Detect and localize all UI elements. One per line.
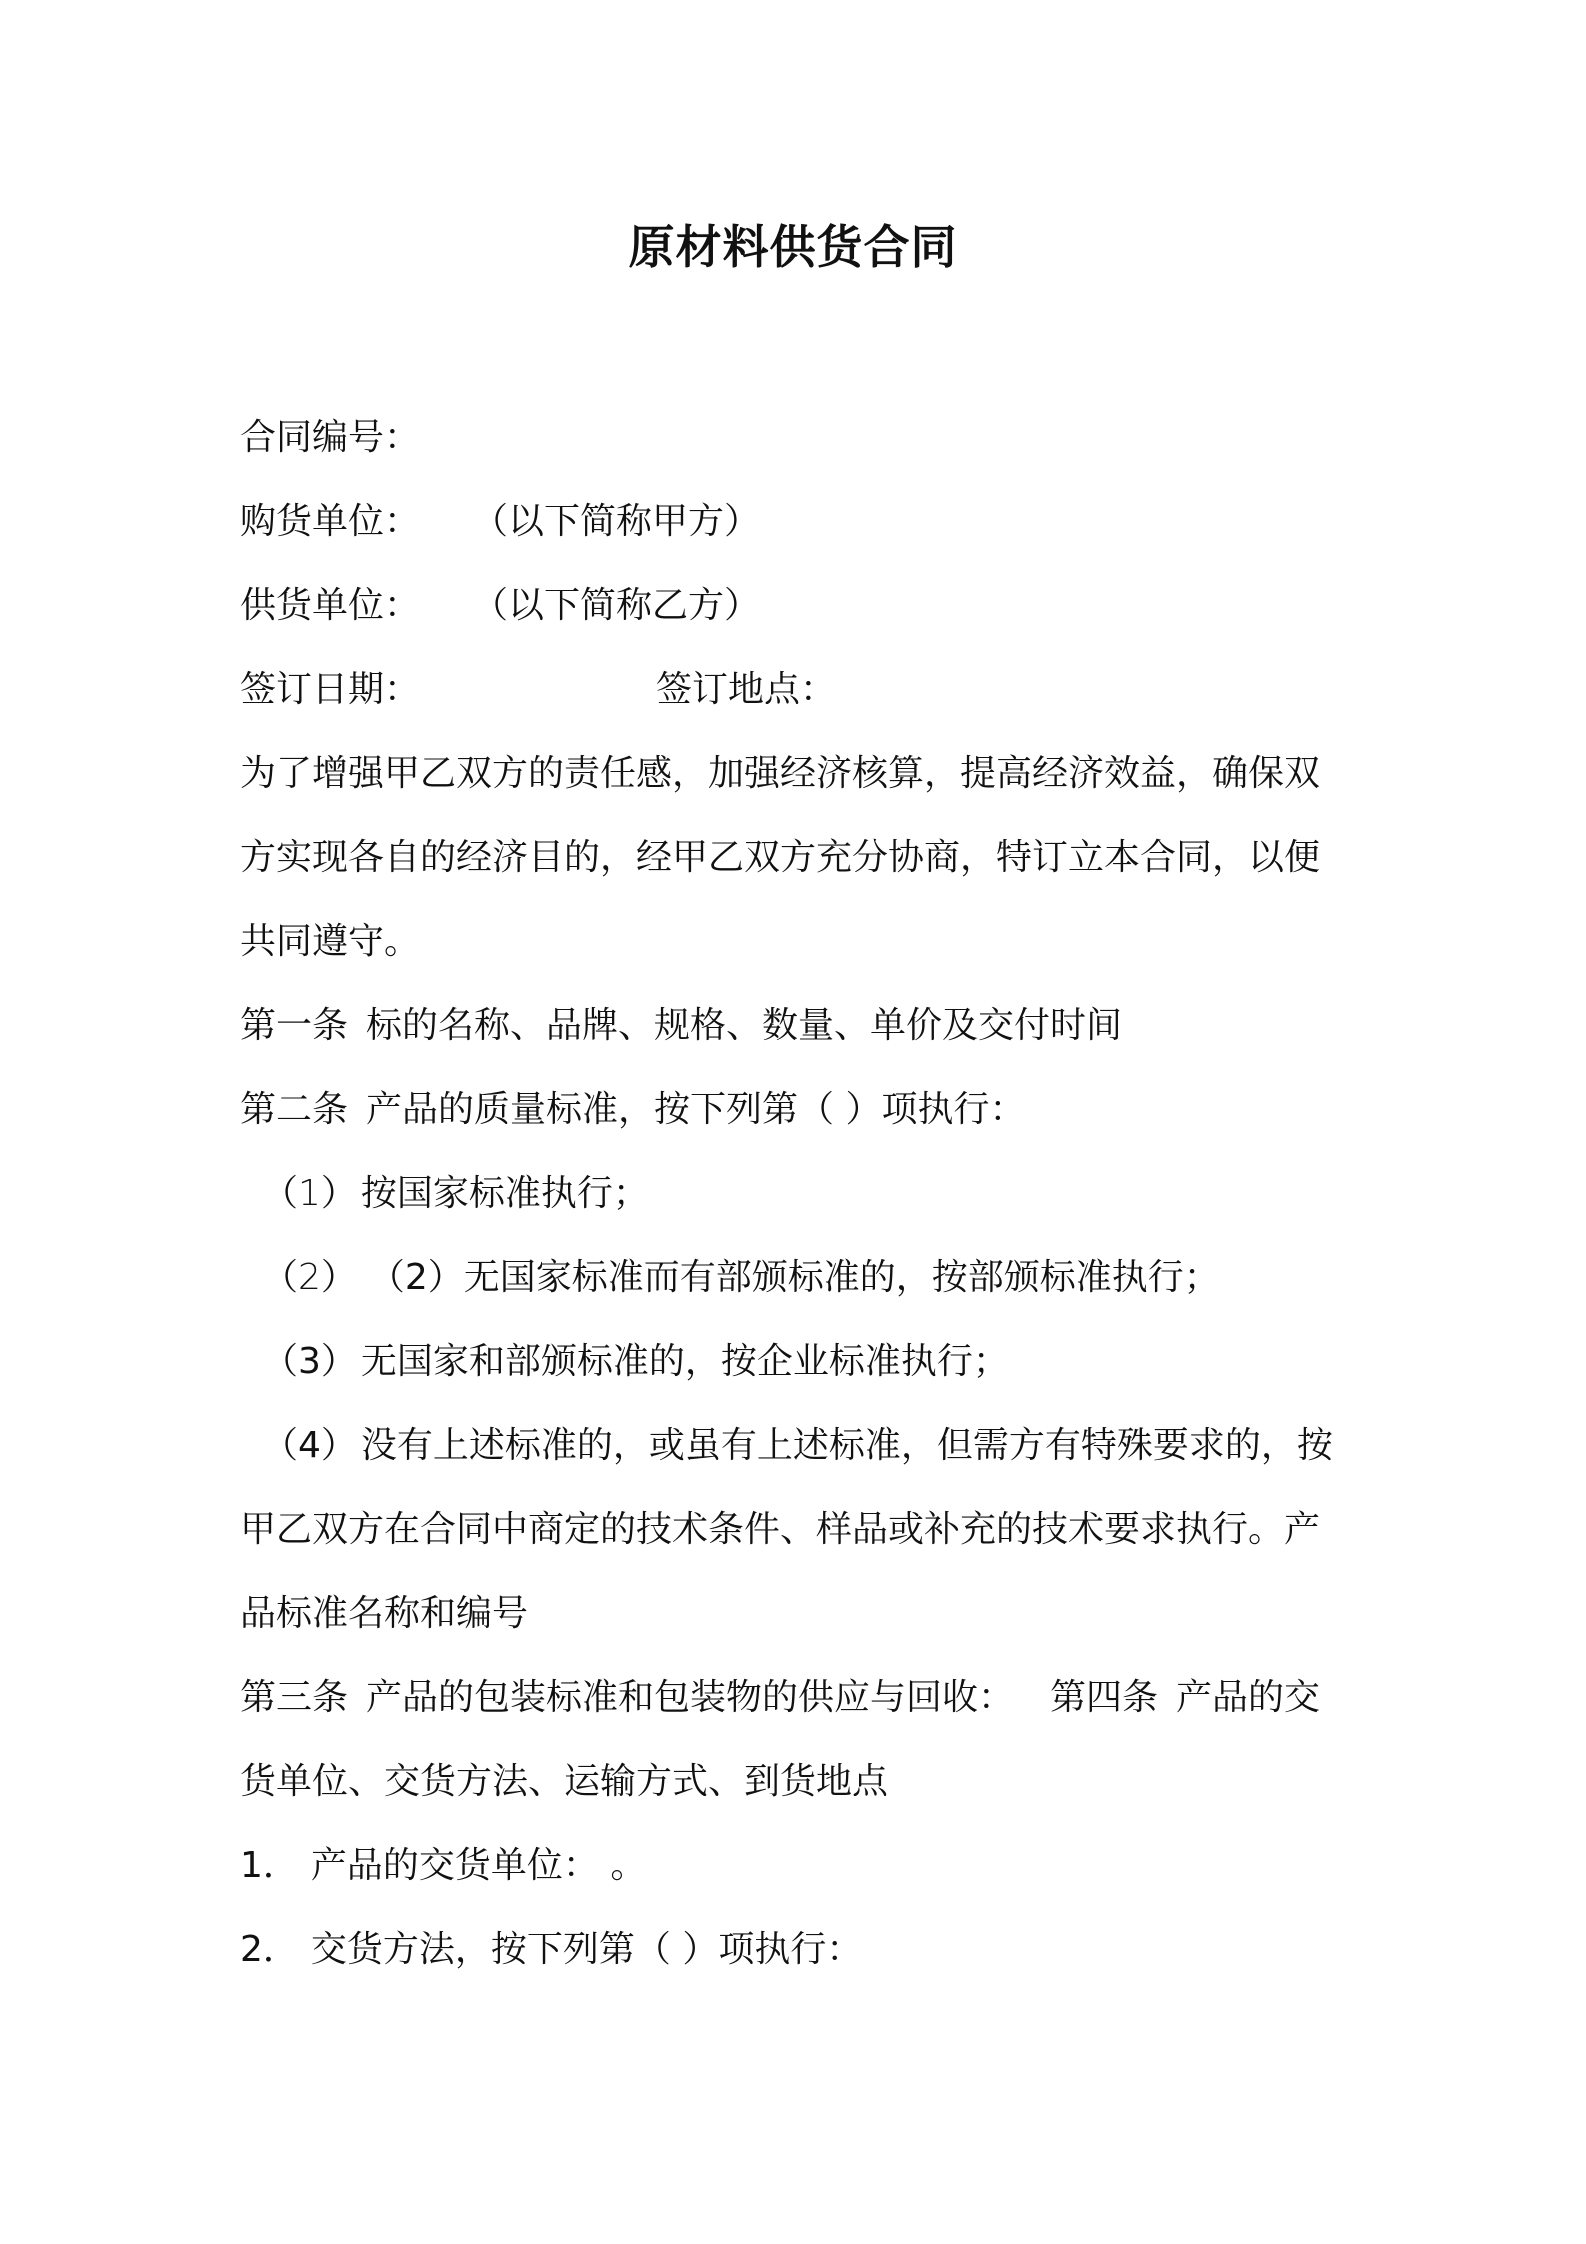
- clause-2-item-4-cont-2: 品标准名称和编号: [240, 1593, 529, 1634]
- numbered-item-2: [240, 1924, 1360, 1976]
- buyer-line: [240, 496, 1360, 548]
- clause-2-item-2: [240, 1252, 1360, 1304]
- supplier-line: [240, 580, 1360, 632]
- buyer-label: 购货单位：: [240, 501, 421, 542]
- item-4-text: 没有上述标准的，或虽有上述标准，但需方有特殊要求的，按: [360, 1425, 1333, 1466]
- clause-3-text: 产品的包装标准和包装物的供应与回收：: [366, 1677, 1015, 1718]
- preamble-line-2: 方实现各自的经济目的，经甲乙双方充分协商，特订立本合同，以便: [240, 837, 1321, 878]
- numbered-item-1-prefix: 1．: [240, 1845, 299, 1886]
- clause-2-item-3: [240, 1336, 1360, 1388]
- clause-2-item-4-cont-1: 甲乙双方在合同中商定的技术条件、样品或补充的技术要求执行。产: [240, 1509, 1321, 1550]
- clause-2-number: 第二条: [240, 1089, 349, 1130]
- supplier-label: 供货单位：: [240, 585, 421, 626]
- buyer-note: （以下简称甲方）: [472, 501, 761, 542]
- clause-2: [240, 1084, 1360, 1136]
- item-1-text: 按国家标准执行；: [360, 1173, 649, 1214]
- clause-2-item-4: [240, 1420, 1360, 1472]
- clause-2-text: 产品的质量标准，按下列第（ ）项执行：: [366, 1089, 1026, 1130]
- sign-place-label: 签订地点：: [656, 669, 837, 710]
- sign-line: [240, 664, 1360, 716]
- clause-1-text: 标的名称、品牌、规格、数量、单价及交付时间: [366, 1005, 1123, 1046]
- item-3-prefix: （3）: [262, 1341, 357, 1382]
- clause-4-text-a: 产品的交: [1176, 1677, 1321, 1718]
- item-3-text: 无国家和部颁标准的，按企业标准执行；: [360, 1341, 1009, 1382]
- preamble-line-3: 共同遵守。: [240, 921, 421, 962]
- clause-1: [240, 1000, 1360, 1052]
- supplier-note: （以下简称乙方）: [472, 585, 761, 626]
- clause-4-number: 第四条: [1050, 1677, 1159, 1718]
- contract-no-line: [240, 412, 1360, 464]
- item-1-prefix: （1）: [262, 1173, 357, 1214]
- item-4-prefix: （4）: [262, 1425, 357, 1466]
- clause-3-and-4: [240, 1672, 1360, 1724]
- clause-2-item-1: [240, 1168, 1360, 1220]
- document-title: 原材料供货合同: [628, 220, 958, 274]
- clause-1-number: 第一条: [240, 1005, 349, 1046]
- item-2-text: （2）无国家标准而有部颁标准的，按部颁标准执行；: [368, 1257, 1220, 1298]
- numbered-item-1-text: 产品的交货单位： 。: [310, 1845, 647, 1886]
- clause-3-number: 第三条: [240, 1677, 349, 1718]
- numbered-item-2-prefix: 2．: [240, 1929, 299, 1970]
- sign-date-label: 签订日期：: [240, 669, 421, 710]
- clause-4-cont: 货单位、交货方法、运输方式、到货地点: [240, 1761, 889, 1802]
- contract-no-label: 合同编号：: [240, 417, 421, 458]
- numbered-item-1: [240, 1840, 1360, 1892]
- preamble-line-1: 为了增强甲乙双方的责任感，加强经济核算，提高经济效益，确保双: [240, 753, 1321, 794]
- item-2-prefix: （2）: [262, 1257, 357, 1298]
- numbered-item-2-text: 交货方法，按下列第（ ）项执行：: [310, 1929, 863, 1970]
